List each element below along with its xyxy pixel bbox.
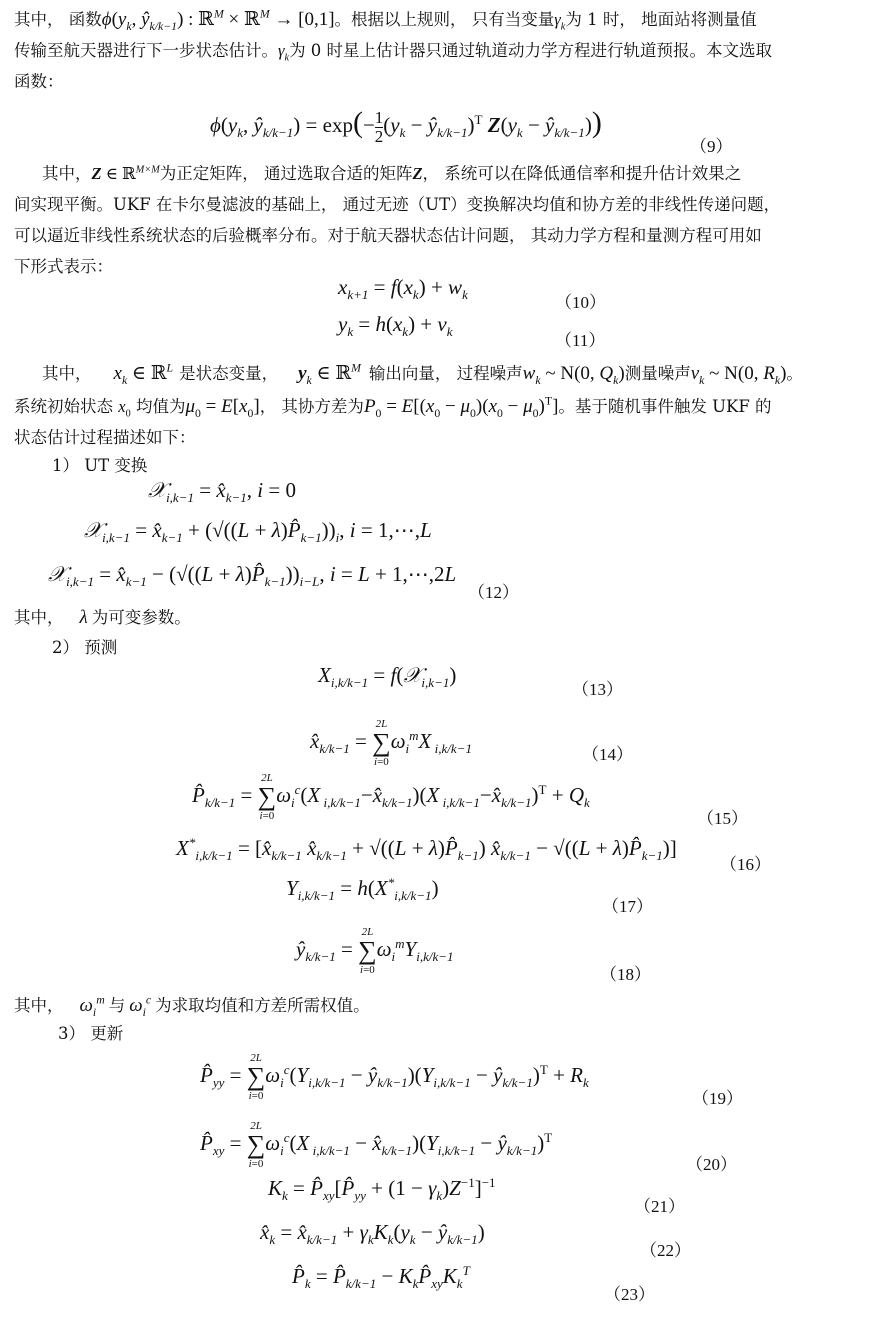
equation-number-15: （15）: [697, 809, 748, 828]
inline-math-omega-m: $\omega_i^m$: [79, 993, 105, 1019]
text-span: 。: [786, 364, 803, 383]
equation-number-19: （19）: [692, 1089, 743, 1108]
equation-number-10: （10）: [555, 293, 606, 312]
equation-10: $x_{k+1} = f(x_k) + w_k$: [338, 275, 468, 303]
equation-22: $x̂_k$ = $x̂_{k/k-1} + \gamma_kK_k(y_k$ − $ŷ_{k/k-1}$): [260, 1220, 485, 1248]
equation-15: $P̂_{k/k-1}$ = 2L ∑ i=0 $\omega_i^c(X$ $_{i,k/k-1}-x̂_{k/k-1})(X$ $_{i,k/k-1}-x̂_{k/k-1})^T + Q_k$: [192, 772, 590, 822]
section-heading-update: 3） 更新: [58, 1024, 124, 1043]
paragraph-1-line-1: [14, 6, 757, 34]
equation-number-9: （9）: [690, 137, 733, 156]
text-span: 其中，: [14, 608, 64, 627]
text-span: 测量噪声: [624, 364, 691, 383]
text-span: 其中，: [42, 164, 92, 183]
text-span: 。基于随机事件触发 UKF 的: [558, 397, 772, 416]
equation-17: $Y_{i,k/k-1} = h(X^*_{i,k/k-1})$: [286, 875, 439, 904]
text-span: 与: [108, 996, 126, 1015]
equation-number-18: （18）: [600, 965, 651, 984]
inline-math-mu0: $\mu_0 = E[x_0]$: [185, 396, 260, 420]
text-span: 其中， 函数: [14, 10, 102, 29]
text-span: 是状态变量，: [179, 364, 279, 383]
inline-math-z: Z: [412, 164, 423, 183]
paragraph-2-line-2: 间实现平衡。UKF 在卡尔曼滤波的基础上， 通过无迹（UT）变换解决均值和协方差的非线性传递问题，: [14, 195, 781, 214]
equation-13: $X_{i,k/k-1}$ = f(𝒳$_{i,k-1}$): [318, 663, 457, 691]
paragraph-3-line-1: [14, 360, 803, 388]
equation-19: $P̂_{yy}$ = 2L ∑ i=0 $\omega_i^c(Y_{i,k/k-1}$ − $ŷ_{k/k-1})(Y_{i,k/k-1}$ − $ŷ_{k/k-1})^T + R_k$: [200, 1052, 589, 1102]
paragraph-1-line-3: 函数：: [14, 72, 64, 91]
inline-math-gamma-k: $\gamma_k$: [278, 41, 290, 64]
equation-number-16: （16）: [720, 855, 771, 874]
paragraph-1-line-2: [14, 37, 772, 65]
text-span: 为 1 时， 地面站将测量值: [565, 10, 757, 29]
inline-math-y-in-rm: $y_k$ ∈ ℝ$^M$: [298, 361, 361, 387]
paragraph-2-line-3: 可以逼近非线性系统状态的后验概率分布。对于航天器状态估计问题， 其动力学方程和量测方程可用如: [14, 226, 762, 245]
inline-math-gamma-k: $\gamma_k$: [554, 10, 566, 33]
inline-math-x0: $x_0$: [118, 397, 131, 420]
inline-math-z-in-r: Z ∈ ℝ$^{M\times M}$: [91, 164, 160, 183]
equation-21: $K_k$ = $P̂_{xy}[P̂_{yy} + (1 - \gamma_k)Z^{-1}]^{-1}$: [268, 1175, 496, 1204]
equation-12-line-3: 𝒳$_{i,k-1}$ = $x̂_{k-1} - (√((L$ + $\lambda)P̂_{k-1}))_{i-L}$, i = L + 1,⋯,2L: [48, 562, 457, 590]
text-span: 为正定矩阵， 通过选取合适的矩阵: [159, 164, 413, 183]
equation-12-line-1: 𝒳$_{i,k-1}$ = $x̂_{k-1}$, i = 0: [148, 478, 296, 506]
text-span: 。根据以上规则， 只有当变量: [334, 10, 555, 29]
paragraph-2-line-1: [14, 160, 741, 188]
equation-number-17: （17）: [602, 897, 653, 916]
text-span: 传输至航天器进行下一步状态估计。: [14, 41, 278, 60]
equation-12-line-2: 𝒳$_{i,k-1}$ = $x̂_{k-1} + (√((L$ + $\lambda)P̂_{k-1}))_i$, i = 1,⋯,L: [84, 518, 432, 546]
equation-number-21: （21）: [634, 1197, 685, 1216]
text-span: 系统初始状态: [14, 397, 113, 416]
inline-math-p0: $P_0 = E[(x_0 - \mu_0)(x_0 - \mu_0)^T]$: [363, 394, 559, 420]
text-span: ， 系统可以在降低通信率和提升估计效果之: [422, 164, 742, 183]
inline-math-omega-c: $\omega_i^c$: [129, 993, 152, 1019]
text-span: ， 其协方差为: [259, 397, 364, 416]
equation-number-13: （13）: [572, 680, 623, 699]
text-span: 为可变参数。: [91, 608, 191, 627]
equation-number-22: （22）: [640, 1241, 691, 1260]
inline-math-process-noise: $w_k$ ~ N(0, $Q_k$): [522, 363, 625, 387]
paragraph-3-line-3: 状态估计过程描述如下：: [14, 428, 196, 447]
equation-9: $\phi(y_k$, $ŷ_{k/k-1}) = \exp(-$ $\frac{1}{2}$ ($y_k$ − $ŷ_{k/k-1})^T$ $Z(y_k$ − $ŷ_{k/k-1}$)): [210, 106, 602, 146]
equation-14: $x̂_{k/k-1}$ = 2L ∑ i=0 $\omega_i^mX$ $_{i,k/k-1}$: [310, 718, 472, 768]
text-span: 其中，: [42, 364, 92, 383]
equation-number-11: （11）: [555, 331, 606, 350]
lambda-note: [14, 604, 191, 632]
section-heading-ut-transform: 1） UT 变换: [52, 456, 148, 475]
paragraph-3-line-2: [14, 393, 772, 421]
text-span: 为 0 时星上估计器只通过轨道动力学方程进行轨道预报。本文选取: [289, 41, 773, 60]
text-span: 输出向量， 过程噪声: [368, 364, 523, 383]
equation-number-14: （14）: [582, 745, 633, 764]
equation-16: $X^*_{i,k/k-1}$ = [$x̂_{k/k-1}$ $x̂_{k/k-1} + √((L$ + $\lambda)P̂_{k-1}$) $x̂_{k/k-1} - √((L$ + $\lambda)P̂_{k-1}$)]: [176, 835, 677, 864]
equation-number-12: （12）: [468, 583, 519, 602]
inline-math-phi-function: $\phi(y_k$, $ŷ_{k/k-1}$) : ℝ$^M$ × ℝ$^M$ → [0,1]: [101, 7, 335, 33]
equation-20: $P̂_{xy}$ = 2L ∑ i=0 $\omega_i^c(X$ $_{i,k/k-1} - x̂_{k/k-1})(Y_{i,k/k-1}$ − $ŷ_{k/k-1})^T$: [200, 1120, 553, 1170]
equation-23: $P̂_k$ = $P̂_{k/k-1}$ − $K_kP̂_{xy}K_k^T$: [292, 1263, 470, 1292]
text-span: 均值为: [135, 397, 186, 416]
paragraph-2-line-4: 下形式表示：: [14, 257, 113, 276]
equation-18: $ŷ_{k/k-1}$ = 2L ∑ i=0 $\omega_i^mY_{i,k/k-1}$: [296, 926, 454, 976]
section-heading-prediction: 2） 预测: [52, 638, 118, 657]
text-span: 为求取均值和方差所需权值。: [155, 996, 370, 1015]
inline-math-measurement-noise: $v_k$ ~ N(0, $R_k$): [690, 363, 787, 387]
inline-math-lambda: λ: [79, 607, 88, 628]
text-span: 其中，: [14, 996, 64, 1015]
omega-note: [14, 992, 370, 1020]
equation-number-20: （20）: [686, 1155, 737, 1174]
equation-number-23: （23）: [604, 1285, 655, 1304]
inline-math-x-in-rl: $x_k$ ∈ ℝ$^L$: [113, 361, 174, 387]
equation-11: $y_k = h(x_k) + v_k$: [338, 312, 453, 340]
